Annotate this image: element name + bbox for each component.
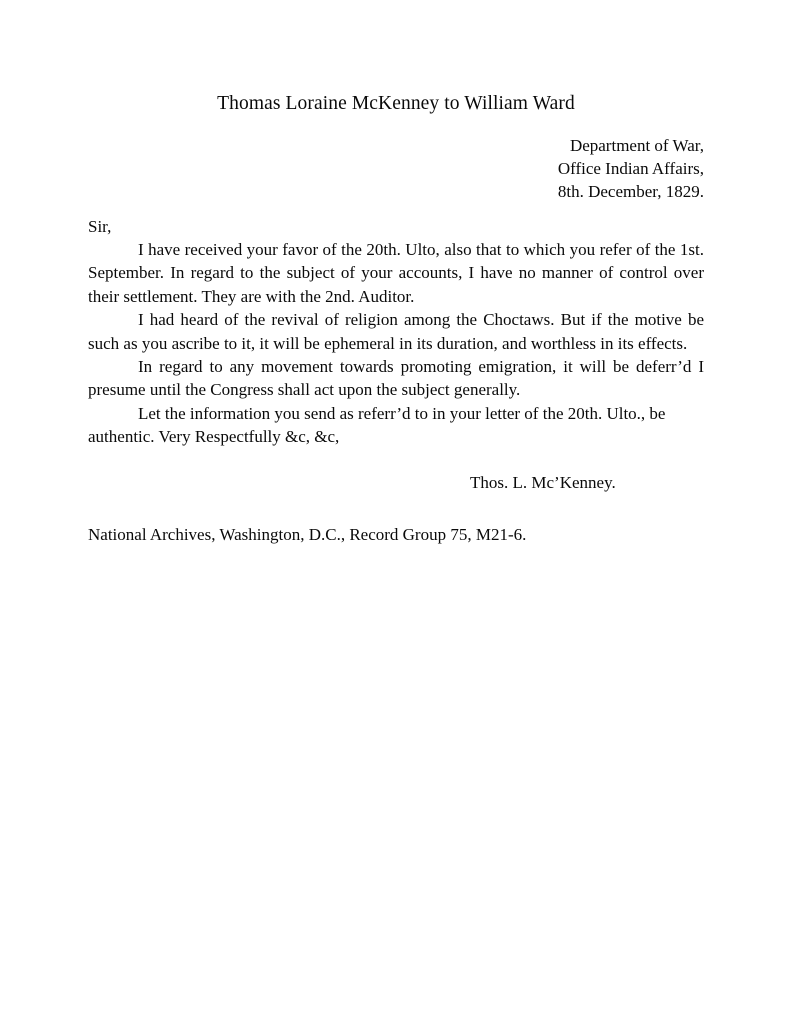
dateline-block (88, 134, 704, 203)
salutation: Sir, (88, 217, 112, 236)
body-paragraph-4: Let the information you send as referr’d to in your letter of the 20th. Ulto., be authentic. Very Respectfully &c, &c, (88, 403, 666, 447)
document-content (88, 0, 704, 546)
body-paragraph-2: I had heard of the revival of religion among the Choctaws. But if the motive be such as you ascribe to it, it will be ephemeral in its duration, and worthless in its effects. (88, 310, 704, 353)
body-paragraph-3: In regard to any movement towards promoting emigration, it will be deferr’d I presume until the Congress shall act upon the subject generally. (88, 357, 704, 400)
page-title: Thomas Loraine McKenney to William Ward (217, 93, 575, 114)
archival-citation: National Archives, Washington, D.C., Record Group 75, M21-6. (88, 524, 527, 544)
dateline-line-office: Office Indian Affairs, (557, 159, 704, 178)
dateline-line-department: Department of War, (569, 136, 704, 155)
signature-line: Thos. L. Mc’Kenney. (470, 472, 616, 492)
body-paragraph-1: I have received your favor of the 20th. Ulto, also that to which you refer of the 1st. September. In regard to the subject of your accounts, I have no manner of control over their settlement. They are with the 2nd. Auditor. (88, 240, 704, 306)
dateline-line-date: 8th. December, 1829. (557, 182, 704, 201)
